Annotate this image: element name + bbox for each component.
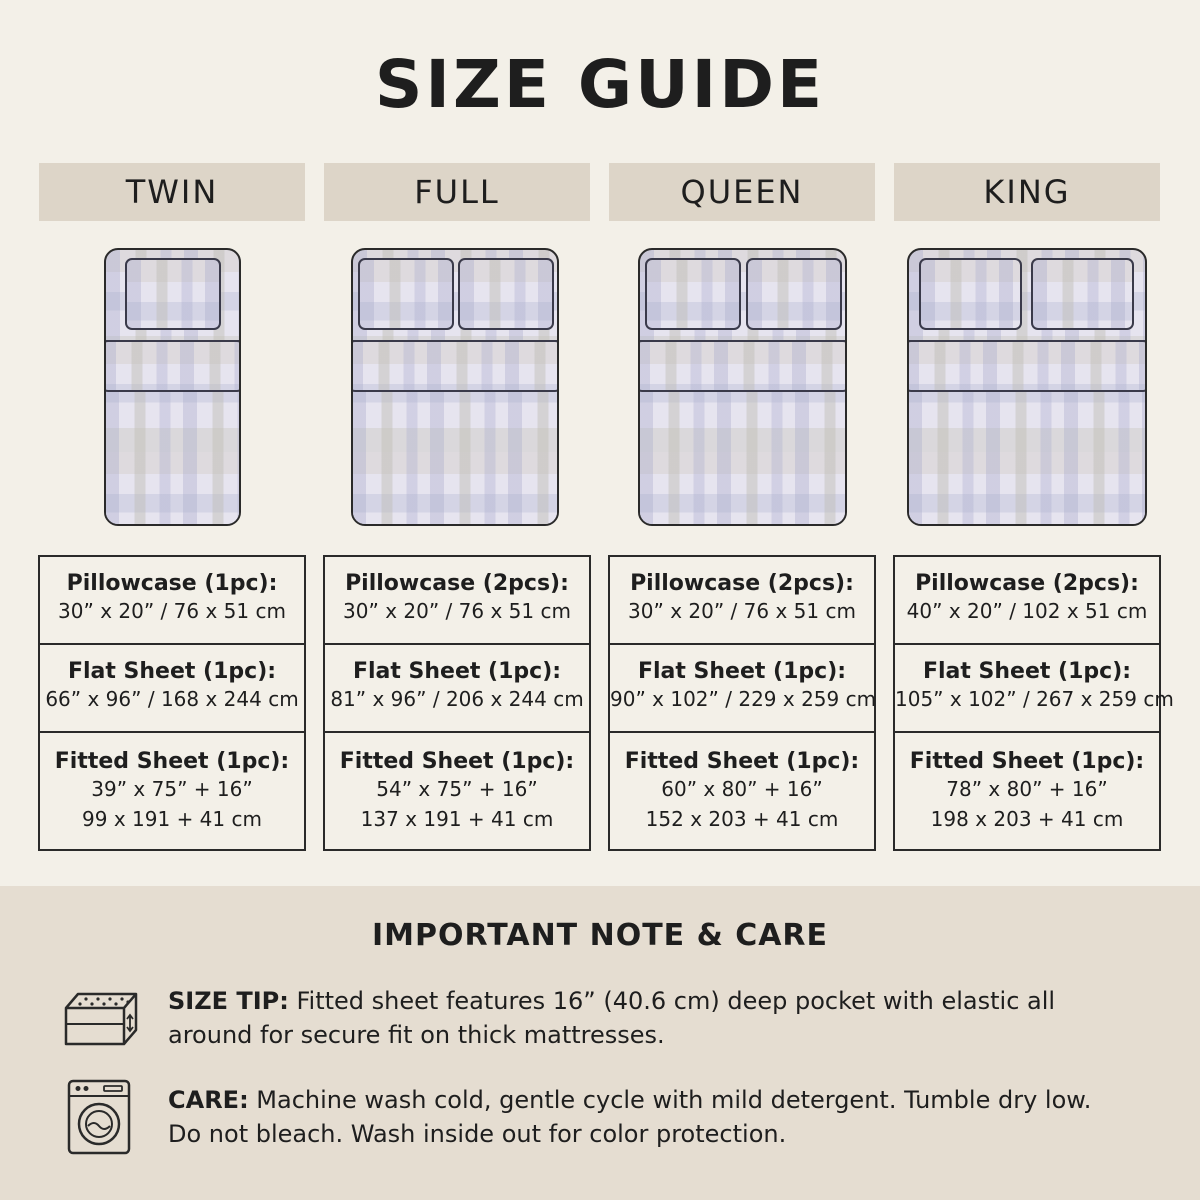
fitted-sheet-label: Fitted Sheet (1pc): [624, 749, 860, 774]
flat-sheet-cell [40, 645, 304, 733]
fitted-sheet-label: Fitted Sheet (1pc): [909, 749, 1145, 774]
pillowcase-value: 30” x 20” / 76 x 51 cm [628, 599, 856, 623]
washing-machine-icon [66, 1078, 132, 1160]
pillowcase-label: Pillowcase (1pc): [66, 571, 278, 596]
size-table-king [893, 555, 1174, 851]
size-header-queen: QUEEN [609, 163, 875, 221]
fitted-sheet-label: Fitted Sheet (1pc): [54, 749, 290, 774]
fitted-sheet-cell [895, 733, 1159, 849]
fitted-sheet-value-in: 39” x 75” + 16” [91, 777, 253, 801]
size-table-twin [38, 555, 306, 851]
flat-sheet-label: Flat Sheet (1pc): [637, 659, 847, 684]
size-header-twin: TWIN [39, 163, 305, 221]
pillow-icon [1031, 258, 1134, 330]
fitted-sheet-value-cm: 152 x 203 + 41 cm [645, 807, 839, 831]
pillowcase-label: Pillowcase (2pcs): [630, 571, 854, 596]
care-label: CARE: [168, 1086, 249, 1114]
pillowcase-value: 30” x 20” / 76 x 51 cm [58, 599, 286, 623]
size-tip-text [168, 984, 1128, 1052]
flat-sheet-value: 90” x 102” / 229 x 259 cm [610, 687, 877, 711]
flat-sheet-value: 81” x 96” / 206 x 244 cm [330, 687, 584, 711]
pillow-icon [458, 258, 554, 330]
size-header-king: KING [894, 163, 1160, 221]
notes-title: IMPORTANT NOTE & CARE [371, 918, 829, 953]
pillow-icon [125, 258, 221, 330]
bed-illustration-king [907, 248, 1147, 526]
pillow-icon [358, 258, 454, 330]
fitted-sheet-cell [325, 733, 589, 849]
page-title: SIZE GUIDE [374, 46, 826, 123]
pillowcase-cell [610, 557, 874, 645]
duvet-fold [351, 340, 559, 392]
fitted-sheet-value-in: 60” x 80” + 16” [661, 777, 823, 801]
pillowcase-cell [325, 557, 589, 645]
pillow-icon [919, 258, 1022, 330]
flat-sheet-label: Flat Sheet (1pc): [352, 659, 562, 684]
flat-sheet-value: 105” x 102” / 267 x 259 cm [895, 687, 1174, 711]
flat-sheet-label: Flat Sheet (1pc): [922, 659, 1132, 684]
fitted-sheet-cell [610, 733, 874, 849]
mattress-icon [60, 990, 142, 1054]
flat-sheet-cell [325, 645, 589, 733]
duvet-fold [104, 340, 241, 392]
duvet-fold [907, 340, 1147, 392]
care-body: Machine wash cold, gentle cycle with mild detergent. Tumble dry low. Do not bleach. Wash inside out for color protection. [168, 1086, 1092, 1148]
size-tip-label: SIZE TIP: [168, 987, 289, 1015]
pillowcase-label: Pillowcase (2pcs): [915, 571, 1139, 596]
fitted-sheet-label: Fitted Sheet (1pc): [339, 749, 575, 774]
flat-sheet-label: Flat Sheet (1pc): [67, 659, 277, 684]
bed-illustration-full [351, 248, 559, 526]
fitted-sheet-value-cm: 198 x 203 + 41 cm [930, 807, 1124, 831]
fitted-sheet-value-cm: 99 x 191 + 41 cm [82, 807, 262, 831]
flat-sheet-cell [895, 645, 1174, 733]
fitted-sheet-value-cm: 137 x 191 + 41 cm [360, 807, 554, 831]
pillowcase-cell [40, 557, 304, 645]
pillow-icon [746, 258, 842, 330]
size-table-full [323, 555, 591, 851]
fitted-sheet-value-in: 78” x 80” + 16” [946, 777, 1108, 801]
fitted-sheet-value-in: 54” x 75” + 16” [376, 777, 538, 801]
size-tip-body: Fitted sheet features 16” (40.6 cm) deep pocket with elastic all around for secure fit on thick mattresses. [168, 987, 1056, 1049]
bed-illustration-twin [104, 248, 241, 526]
flat-sheet-cell [610, 645, 877, 733]
flat-sheet-value: 66” x 96” / 168 x 244 cm [45, 687, 299, 711]
care-text [168, 1083, 1128, 1151]
bed-illustration-queen [638, 248, 847, 526]
size-header-full: FULL [324, 163, 590, 221]
pillow-icon [645, 258, 741, 330]
duvet-fold [638, 340, 847, 392]
size-table-queen [608, 555, 876, 851]
pillowcase-cell [895, 557, 1159, 645]
pillowcase-value: 40” x 20” / 102 x 51 cm [906, 599, 1148, 623]
pillowcase-value: 30” x 20” / 76 x 51 cm [343, 599, 571, 623]
pillowcase-label: Pillowcase (2pcs): [345, 571, 569, 596]
fitted-sheet-cell [40, 733, 304, 849]
